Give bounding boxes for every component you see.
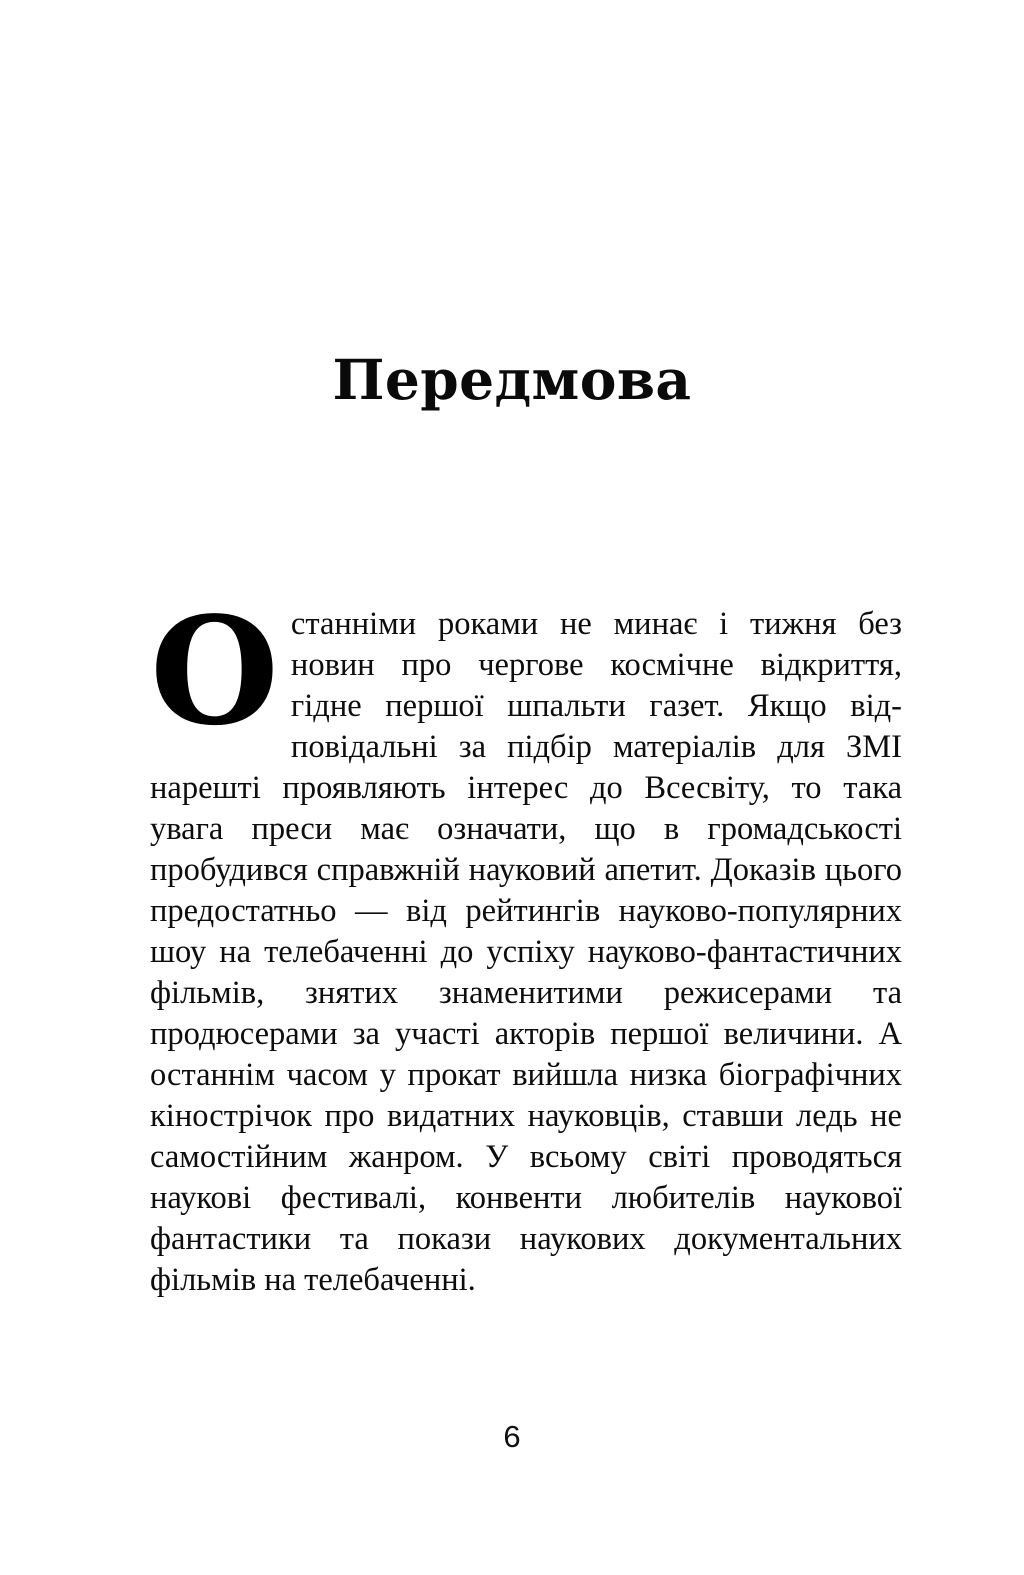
- body-remaining-text: повідальні за підбір матеріалів для ЗМІ нарешті проявляють інтерес до Всесвіту, то така увага преси має означати, що в громадськості пробудився справжній науковий апетит. Доказів цього предостатньо — від рейтингів науково-популярних шоу на телебаченні до успіху науково-фантастичних фільмів, знятих знаменитими режисерами та продюсерами за участі акторів першої величини. А останнім часом у прокат вийшла низка біографічних кінострічок про видатних науковців, ставши ледь не самостійним жанром. У всьому світі проводяться наукові фестивалі, конвенти любителів наукової фантастики та покази наукових документальних фільмів на телебаченні.: [150, 729, 902, 1298]
- page-number: 6: [503, 1419, 521, 1454]
- body-line-2: новин про чергове космічне відкриття,: [290, 647, 902, 683]
- page-title: Передмова: [332, 346, 692, 412]
- body-text-block: [150, 584, 902, 1301]
- body-line-1: станніми роками не минає і тижня без: [290, 606, 902, 642]
- body-line-3: гідне першої шпальти газет. Якщо від-: [290, 688, 902, 724]
- opening-paragraph: [150, 584, 902, 1301]
- drop-cap: О: [150, 584, 279, 758]
